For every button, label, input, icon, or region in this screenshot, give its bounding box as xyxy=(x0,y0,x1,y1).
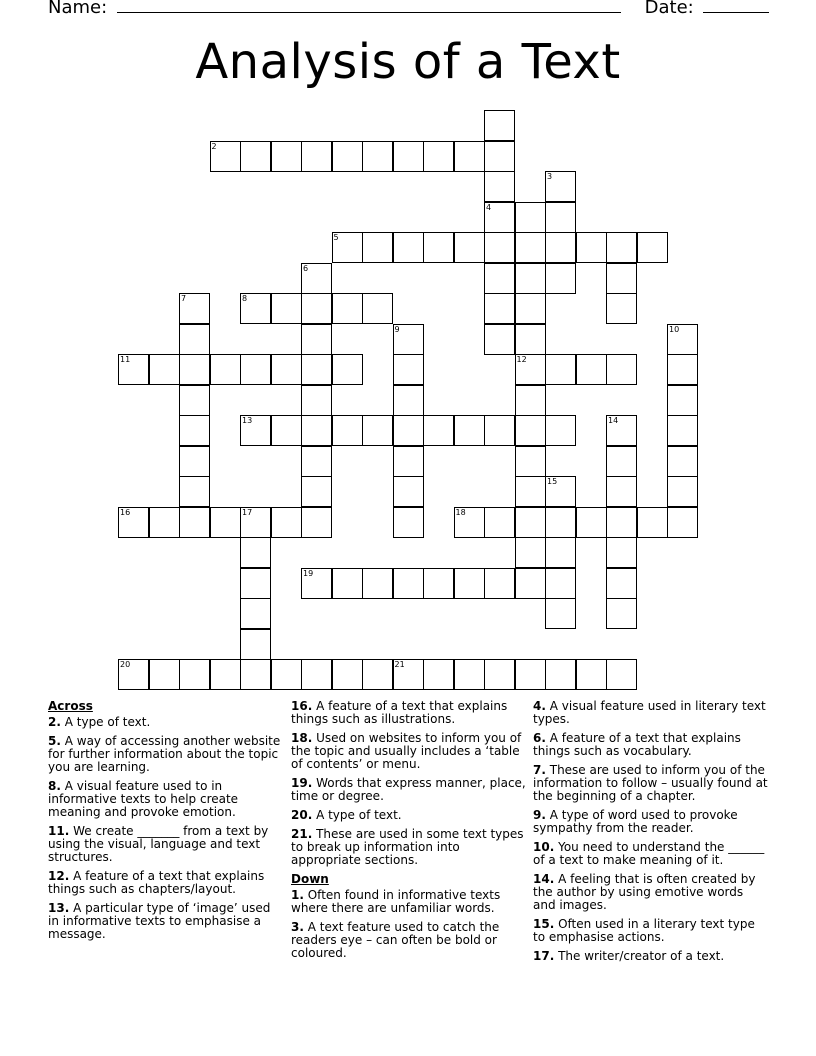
clue-item-number: 12. xyxy=(48,869,70,883)
clue-item-number: 7. xyxy=(533,763,546,777)
clue-item-text: Words that express manner, place, time or degree. xyxy=(291,776,526,803)
clue-item-number: 16. xyxy=(291,699,313,713)
crossword-cell[interactable] xyxy=(545,171,576,202)
crossword-cell[interactable] xyxy=(606,598,637,629)
crossword-cell[interactable] xyxy=(301,415,332,446)
clue-number: 15 xyxy=(547,477,558,486)
crossword-cell[interactable] xyxy=(484,263,515,294)
clue-number: 19 xyxy=(303,568,314,578)
crossword-cell[interactable] xyxy=(484,659,515,690)
crossword-cell[interactable] xyxy=(515,202,546,233)
crossword-cell[interactable] xyxy=(301,446,332,477)
crossword-cell[interactable] xyxy=(118,507,149,538)
clue-item-number: 3. xyxy=(291,920,304,934)
crossword-cell[interactable] xyxy=(454,415,485,446)
clue-item-number: 8. xyxy=(48,779,61,793)
crossword-cell[interactable] xyxy=(484,110,515,141)
crossword-cell[interactable] xyxy=(606,507,637,538)
clue-item-text: A feature of a text that explains things such as illustrations. xyxy=(291,699,508,726)
crossword-cell[interactable] xyxy=(667,507,698,538)
crossword-cell[interactable] xyxy=(362,141,393,172)
date-label: Date: xyxy=(644,0,694,18)
crossword-cell[interactable] xyxy=(545,537,576,568)
clue-item-number: 17. xyxy=(533,949,555,963)
crossword-cell[interactable] xyxy=(240,141,271,172)
clue-item-text: You need to understand the ______ of a text to make meaning of it. xyxy=(533,840,765,867)
crossword-cell[interactable] xyxy=(667,324,698,355)
clue-item-text: A feature of a text that explains things such as chapters/layout. xyxy=(48,869,265,896)
crossword-cell[interactable] xyxy=(210,141,241,172)
clue-item-number: 21. xyxy=(291,827,313,841)
clue-number: 10 xyxy=(669,324,680,334)
crossword-cell[interactable] xyxy=(606,446,637,477)
crossword-cell[interactable] xyxy=(576,354,607,385)
crossword-cell[interactable] xyxy=(179,293,210,324)
clue-item-text: A visual feature used to in informative texts to help create meaning and provoke emotion. xyxy=(48,779,239,819)
clue-item-text: A type of text. xyxy=(60,715,151,729)
crossword-cell[interactable] xyxy=(301,476,332,507)
crossword-cell[interactable] xyxy=(240,537,271,568)
clue-item xyxy=(533,950,768,963)
crossword-cell[interactable] xyxy=(210,659,241,690)
clue-item xyxy=(48,902,283,941)
crossword-cell[interactable] xyxy=(423,568,454,599)
crossword-cell[interactable] xyxy=(393,385,424,416)
crossword-cell[interactable] xyxy=(362,232,393,263)
crossword-cell[interactable] xyxy=(118,354,149,385)
clue-number: 14 xyxy=(608,416,619,425)
crossword-cell[interactable] xyxy=(332,659,363,690)
crossword-cell[interactable] xyxy=(393,446,424,477)
crossword-cell[interactable] xyxy=(545,659,576,690)
crossword-cell[interactable] xyxy=(362,568,393,599)
crossword-cell[interactable] xyxy=(606,293,637,324)
clue-item-text: A text feature used to catch the readers eye – can often be bold or coloured. xyxy=(291,920,500,960)
clue-item-text: A way of accessing another website for further information about the topic you are learning. xyxy=(48,734,281,774)
crossword-cell[interactable] xyxy=(484,415,515,446)
crossword-cell[interactable] xyxy=(484,324,515,355)
crossword-cell[interactable] xyxy=(545,354,576,385)
crossword-cell[interactable] xyxy=(332,141,363,172)
crossword-cell[interactable] xyxy=(271,141,302,172)
crossword-cell[interactable] xyxy=(515,537,546,568)
crossword-cell[interactable] xyxy=(179,385,210,416)
clue-number: 7 xyxy=(181,294,187,303)
crossword-cell[interactable] xyxy=(240,659,271,690)
crossword-cell[interactable] xyxy=(423,415,454,446)
crossword-cell[interactable] xyxy=(240,629,271,660)
crossword-cell[interactable] xyxy=(606,476,637,507)
clue-item xyxy=(533,841,768,867)
clue-item-text: A visual feature used in literary text types. xyxy=(533,699,766,726)
clue-item-number: 6. xyxy=(533,731,546,745)
clue-item-number: 15. xyxy=(533,917,555,931)
clue-item-number: 10. xyxy=(533,840,555,854)
clue-item xyxy=(48,735,283,774)
crossword-cell[interactable] xyxy=(271,507,302,538)
crossword-cell[interactable] xyxy=(362,415,393,446)
crossword-cell[interactable] xyxy=(362,293,393,324)
clue-item-text: We create _______ from a text by using the visual, language and text structures. xyxy=(48,824,269,864)
clue-item xyxy=(533,809,768,835)
crossword-cell[interactable] xyxy=(393,141,424,172)
clue-item-number: 1. xyxy=(291,888,304,902)
clue-item xyxy=(533,764,768,803)
clue-item-number: 9. xyxy=(533,808,546,822)
crossword-cell[interactable] xyxy=(393,568,424,599)
crossword-cell[interactable] xyxy=(545,476,576,507)
crossword-cell[interactable] xyxy=(484,507,515,538)
crossword-cell[interactable] xyxy=(332,293,363,324)
crossword-cell[interactable] xyxy=(545,263,576,294)
crossword-cell[interactable] xyxy=(606,263,637,294)
clues-column-1 xyxy=(48,700,283,947)
clue-item-number: 20. xyxy=(291,808,313,822)
clue-item xyxy=(291,889,526,915)
crossword-cell[interactable] xyxy=(301,354,332,385)
page-title: Analysis of a Text xyxy=(195,34,621,90)
crossword-cell[interactable] xyxy=(637,507,668,538)
crossword-cell[interactable] xyxy=(515,293,546,324)
clue-number: 6 xyxy=(303,263,309,273)
clue-item-text: A feature of a text that explains things such as vocabulary. xyxy=(533,731,741,758)
crossword-cell[interactable] xyxy=(515,415,546,446)
clue-item xyxy=(291,700,526,726)
crossword-cell[interactable] xyxy=(332,232,363,263)
crossword-cell[interactable] xyxy=(576,507,607,538)
crossword-cell[interactable] xyxy=(179,446,210,477)
crossword-cell[interactable] xyxy=(606,568,637,599)
clue-number: 11 xyxy=(120,355,131,364)
crossword-cell[interactable] xyxy=(515,446,546,477)
crossword-cell[interactable] xyxy=(301,568,332,599)
crossword-cell[interactable] xyxy=(332,568,363,599)
crossword-cell[interactable] xyxy=(545,598,576,629)
crossword-cell[interactable] xyxy=(393,354,424,385)
clue-item-text: Often found in informative texts where there are unfamiliar words. xyxy=(291,888,501,915)
clue-item xyxy=(533,918,768,944)
crossword-cell[interactable] xyxy=(484,232,515,263)
crossword-cell[interactable] xyxy=(667,385,698,416)
clue-number: 5 xyxy=(333,233,339,242)
crossword-cell[interactable] xyxy=(606,354,637,385)
name-label: Name: xyxy=(48,0,108,18)
crossword-cell[interactable] xyxy=(271,293,302,324)
crossword-cell[interactable] xyxy=(515,232,546,263)
clue-number: 16 xyxy=(120,507,131,517)
clue-item xyxy=(48,825,283,864)
crossword-cell[interactable] xyxy=(179,354,210,385)
crossword-cell[interactable] xyxy=(423,659,454,690)
crossword-cell[interactable] xyxy=(271,415,302,446)
crossword-cell[interactable] xyxy=(271,659,302,690)
crossword-cell[interactable] xyxy=(515,324,546,355)
clue-item-number: 11. xyxy=(48,824,70,838)
crossword-cell[interactable] xyxy=(332,415,363,446)
clue-number: 3 xyxy=(547,172,553,181)
crossword-cell[interactable] xyxy=(484,202,515,233)
crossword-cell[interactable] xyxy=(179,324,210,355)
crossword-cell[interactable] xyxy=(606,232,637,263)
crossword-cell[interactable] xyxy=(545,415,576,446)
crossword-cell[interactable] xyxy=(545,202,576,233)
crossword-cell[interactable] xyxy=(484,568,515,599)
clue-item-number: 18. xyxy=(291,731,313,745)
clue-item xyxy=(291,828,526,867)
crossword-cell[interactable] xyxy=(210,507,241,538)
crossword-cell[interactable] xyxy=(576,232,607,263)
clue-item xyxy=(48,780,283,819)
crossword-cell[interactable] xyxy=(301,385,332,416)
crossword-cell[interactable] xyxy=(210,354,241,385)
crossword-cell[interactable] xyxy=(179,415,210,446)
clue-item xyxy=(533,873,768,912)
clue-item-number: 2. xyxy=(48,715,61,729)
crossword-cell[interactable] xyxy=(667,354,698,385)
crossword-cell[interactable] xyxy=(179,476,210,507)
crossword-cell[interactable] xyxy=(606,415,637,446)
crossword-cell[interactable] xyxy=(393,232,424,263)
crossword-cell[interactable] xyxy=(271,354,302,385)
clue-item-text: Used on websites to inform you of the topic and usually includes a ‘table of contents’ or menu. xyxy=(291,731,522,771)
crossword-cell[interactable] xyxy=(454,141,485,172)
crossword-cell[interactable] xyxy=(179,507,210,538)
clues-column-3 xyxy=(533,700,768,969)
crossword-cell[interactable] xyxy=(515,507,546,538)
crossword-cell[interactable] xyxy=(454,659,485,690)
crossword-cell[interactable] xyxy=(484,293,515,324)
crossword-cell[interactable] xyxy=(515,476,546,507)
crossword-cell[interactable] xyxy=(301,263,332,294)
crossword-cell[interactable] xyxy=(637,232,668,263)
crossword-cell[interactable] xyxy=(454,568,485,599)
crossword-cell[interactable] xyxy=(423,141,454,172)
clue-number: 21 xyxy=(394,660,405,669)
crossword-cell[interactable] xyxy=(240,415,271,446)
crossword-cell[interactable] xyxy=(393,324,424,355)
clue-item-text: These are used in some text types to break up information into appropriate sections. xyxy=(291,827,524,867)
clues-column-2 xyxy=(291,700,526,966)
clue-number: 2 xyxy=(211,141,217,151)
clue-item-text: Often used in a literary text type to emphasise actions. xyxy=(533,917,755,944)
crossword-cell[interactable] xyxy=(667,446,698,477)
crossword-cell[interactable] xyxy=(240,293,271,324)
crossword-cell[interactable] xyxy=(606,537,637,568)
crossword-cell[interactable] xyxy=(515,263,546,294)
crossword-cell[interactable] xyxy=(240,598,271,629)
crossword-cell[interactable] xyxy=(393,659,424,690)
clue-item-text: A type of text. xyxy=(312,808,402,822)
crossword-cell[interactable] xyxy=(454,232,485,263)
clue-item-number: 4. xyxy=(533,699,546,713)
crossword-cell[interactable] xyxy=(149,354,180,385)
crossword-cell[interactable] xyxy=(332,354,363,385)
clue-item-text: A type of word used to provoke sympathy from the reader. xyxy=(533,808,738,835)
crossword-cell[interactable] xyxy=(545,568,576,599)
crossword-cell[interactable] xyxy=(576,659,607,690)
crossword-cell[interactable] xyxy=(240,507,271,538)
crossword-cell[interactable] xyxy=(667,476,698,507)
crossword-cell[interactable] xyxy=(484,171,515,202)
crossword-cell[interactable] xyxy=(484,141,515,172)
clue-item xyxy=(291,809,526,822)
crossword-cell[interactable] xyxy=(362,659,393,690)
crossword-cell[interactable] xyxy=(606,659,637,690)
crossword-cell[interactable] xyxy=(515,385,546,416)
clue-item xyxy=(291,921,526,960)
crossword-cell[interactable] xyxy=(545,507,576,538)
crossword-cell[interactable] xyxy=(240,354,271,385)
clue-number: 17 xyxy=(242,507,253,517)
clue-item xyxy=(291,732,526,771)
across-heading: Across xyxy=(48,699,93,713)
clue-item-text: A particular type of ‘image’ used in informative texts to emphasise a message. xyxy=(48,901,271,941)
crossword-cell[interactable] xyxy=(179,659,210,690)
clue-item-text: These are used to inform you of the information to follow – usually found at the beginning of a chapter. xyxy=(533,763,768,803)
crossword-cell[interactable] xyxy=(423,232,454,263)
down-heading: Down xyxy=(291,872,329,886)
crossword-cell[interactable] xyxy=(301,293,332,324)
crossword-cell[interactable] xyxy=(149,659,180,690)
clue-number: 8 xyxy=(242,294,248,303)
clue-item xyxy=(533,700,768,726)
clue-number: 12 xyxy=(516,355,527,364)
crossword-cell[interactable] xyxy=(393,507,424,538)
crossword-cell[interactable] xyxy=(393,476,424,507)
clue-number: 13 xyxy=(242,416,253,425)
clue-item-text: The writer/creator of a text. xyxy=(554,949,725,963)
clue-item-number: 19. xyxy=(291,776,313,790)
clue-item-number: 13. xyxy=(48,901,70,915)
crossword-cell[interactable] xyxy=(301,659,332,690)
clue-item xyxy=(291,777,526,803)
crossword-cell[interactable] xyxy=(515,354,546,385)
clue-item xyxy=(48,716,283,729)
clue-item xyxy=(533,732,768,758)
crossword-cell[interactable] xyxy=(393,415,424,446)
clue-item-text: A feeling that is often created by the author by using emotive words and images. xyxy=(533,872,756,912)
clue-item xyxy=(48,870,283,896)
clue-number: 4 xyxy=(486,202,492,212)
crossword-cell[interactable] xyxy=(667,415,698,446)
crossword-cell[interactable] xyxy=(240,568,271,599)
crossword-cell[interactable] xyxy=(454,507,485,538)
crossword-cell[interactable] xyxy=(149,507,180,538)
crossword-cell[interactable] xyxy=(301,507,332,538)
crossword-cell[interactable] xyxy=(301,324,332,355)
clue-number: 9 xyxy=(394,324,400,334)
crossword-cell[interactable] xyxy=(515,568,546,599)
clue-number: 18 xyxy=(455,507,466,517)
crossword-cell[interactable] xyxy=(545,232,576,263)
crossword-cell[interactable] xyxy=(118,659,149,690)
clue-item-number: 5. xyxy=(48,734,61,748)
crossword-cell[interactable] xyxy=(515,659,546,690)
crossword-cell[interactable] xyxy=(301,141,332,172)
clue-number: 20 xyxy=(120,660,131,669)
clue-item-number: 14. xyxy=(533,872,555,886)
